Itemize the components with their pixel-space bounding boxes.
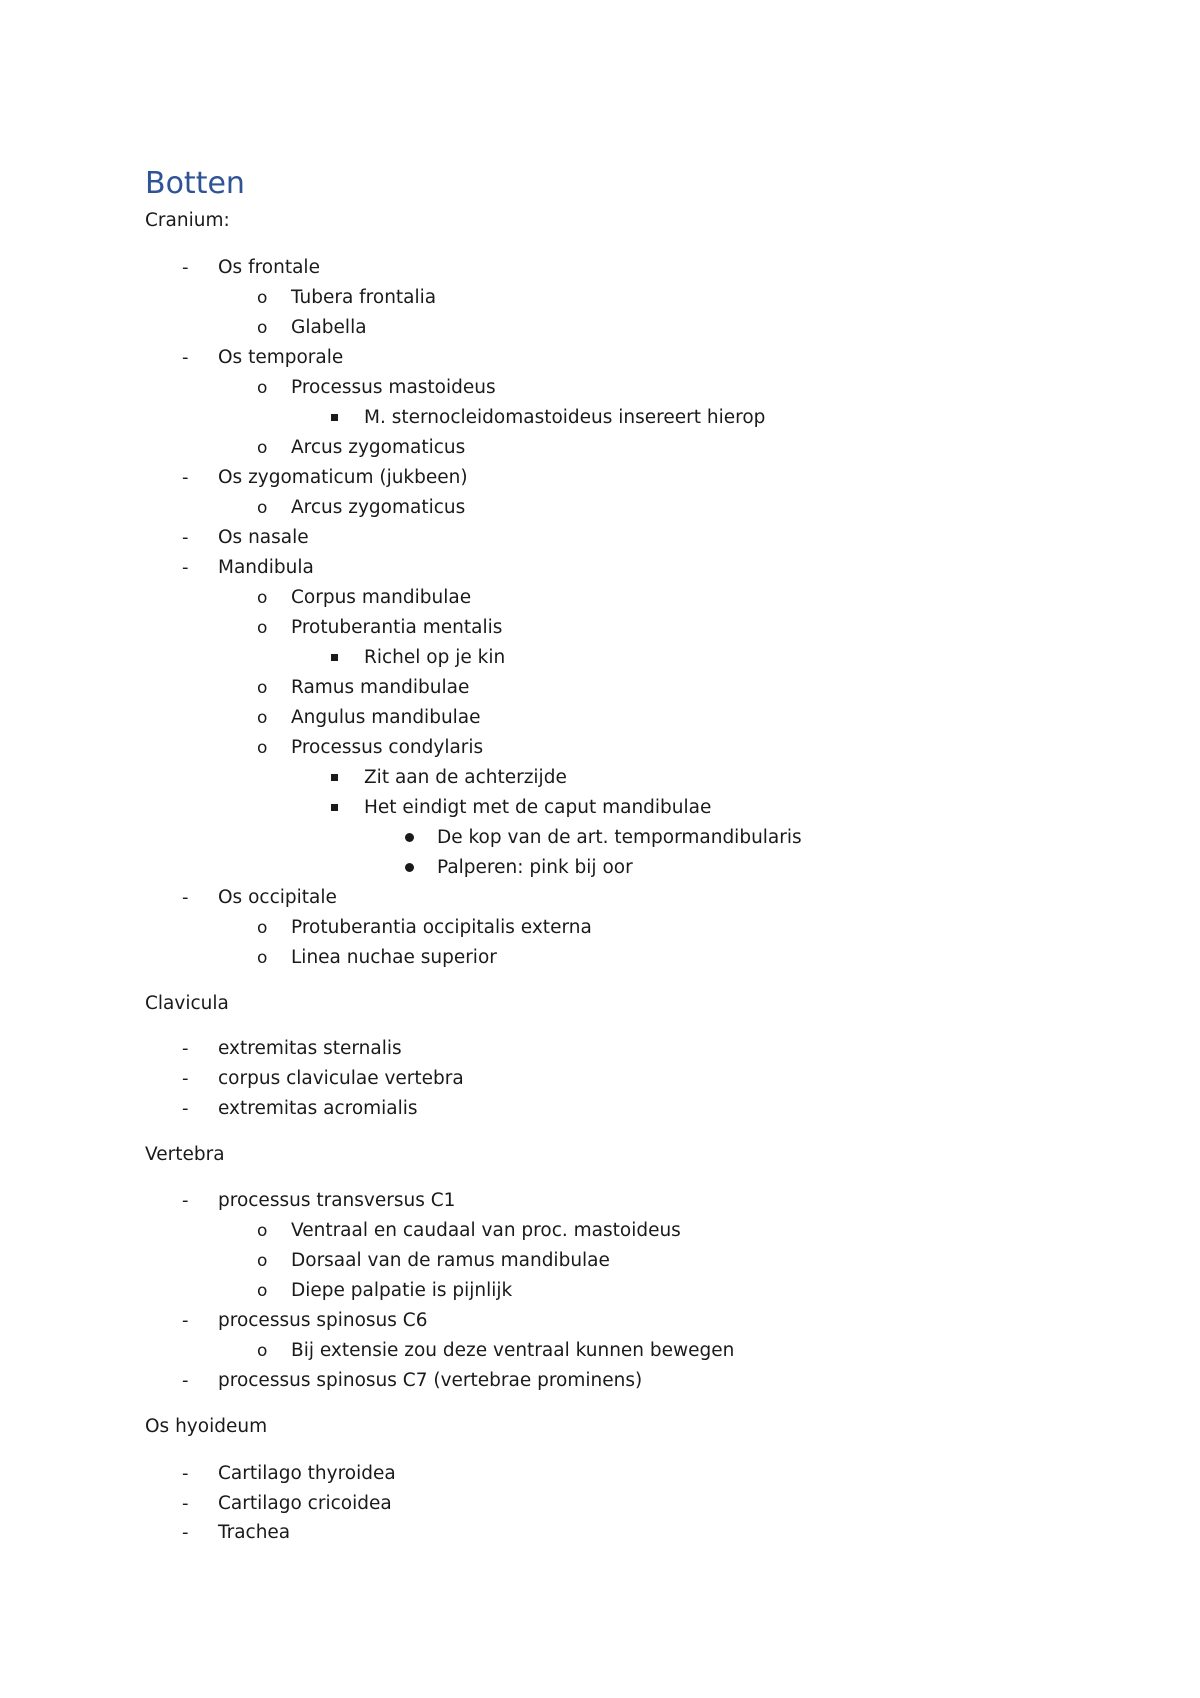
circle-bullet: o	[257, 618, 268, 638]
list-item: o Dorsaal van de ramus mandibulae	[291, 1246, 610, 1276]
dash-bullet: -	[182, 527, 189, 548]
list-item: - processus spinosus C7 (vertebrae prominens)	[218, 1366, 642, 1396]
circle-bullet: o	[257, 678, 268, 698]
list-item: - processus spinosus C6	[218, 1306, 427, 1336]
dash-bullet: -	[182, 1098, 189, 1119]
list-item: - Os zygomaticum (jukbeen)	[218, 463, 468, 493]
circle-bullet: o	[257, 708, 268, 728]
section-heading-vertebra: Vertebra	[145, 1144, 225, 1165]
list-item: o Processus mastoideus	[291, 373, 496, 403]
page-title: Botten	[145, 166, 245, 201]
list-item: o Linea nuchae superior	[291, 943, 497, 973]
dot-bullet-icon	[405, 833, 414, 842]
list-item: - Mandibula	[218, 553, 314, 583]
list-item: - corpus claviculae vertebra	[218, 1064, 464, 1094]
list-item: o Protuberantia mentalis	[291, 613, 502, 643]
list-item: o Arcus zygomaticus	[291, 493, 465, 523]
list-item: o Arcus zygomaticus	[291, 433, 465, 463]
list-item: o Corpus mandibulae	[291, 583, 471, 613]
list-item: o Processus condylaris	[291, 733, 483, 763]
list-item: o Diepe palpatie is pijnlijk	[291, 1276, 512, 1306]
list-item: Zit aan de achterzijde	[364, 763, 567, 793]
dash-bullet: -	[182, 1370, 189, 1391]
circle-bullet: o	[257, 288, 268, 308]
list-item: o Ventraal en caudaal van proc. mastoideus	[291, 1216, 681, 1246]
circle-bullet: o	[257, 438, 268, 458]
dot-bullet-icon	[405, 863, 414, 872]
list-item: - Cartilago cricoidea	[218, 1489, 392, 1519]
circle-bullet: o	[257, 1341, 268, 1361]
list-item: Palperen: pink bij oor	[437, 853, 633, 883]
list-item: - Os occipitale	[218, 883, 337, 913]
circle-bullet: o	[257, 378, 268, 398]
circle-bullet: o	[257, 1281, 268, 1301]
list-item: o Protuberantia occipitalis externa	[291, 913, 592, 943]
list-item: - Os nasale	[218, 523, 309, 553]
dash-bullet: -	[182, 467, 189, 488]
list-item: - extremitas sternalis	[218, 1034, 402, 1064]
list-item: - Cartilago thyroidea	[218, 1459, 396, 1489]
dash-bullet: -	[182, 887, 189, 908]
list-item: - Trachea	[218, 1518, 290, 1548]
circle-bullet: o	[257, 918, 268, 938]
dash-bullet: -	[182, 1190, 189, 1211]
circle-bullet: o	[257, 1221, 268, 1241]
circle-bullet: o	[257, 588, 268, 608]
square-bullet-icon	[331, 774, 338, 781]
square-bullet-icon	[331, 654, 338, 661]
list-item: o Bij extensie zou deze ventraal kunnen bewegen	[291, 1336, 734, 1366]
list-item: Het eindigt met de caput mandibulae	[364, 793, 711, 823]
square-bullet-icon	[331, 414, 338, 421]
square-bullet-icon	[331, 804, 338, 811]
section-heading-cranium: Cranium:	[145, 210, 230, 231]
dash-bullet: -	[182, 1310, 189, 1331]
dash-bullet: -	[182, 1522, 189, 1543]
list-item: - Os temporale	[218, 343, 343, 373]
list-item: - processus transversus C1	[218, 1186, 455, 1216]
list-item: De kop van de art. tempormandibularis	[437, 823, 802, 853]
circle-bullet: o	[257, 318, 268, 338]
dash-bullet: -	[182, 1493, 189, 1514]
list-item: o Glabella	[291, 313, 367, 343]
dash-bullet: -	[182, 347, 189, 368]
list-item: M. sternocleidomastoideus insereert hierop	[364, 403, 765, 433]
list-item: - Os frontale	[218, 253, 320, 283]
circle-bullet: o	[257, 738, 268, 758]
list-item: o Tubera frontalia	[291, 283, 436, 313]
list-item: Richel op je kin	[364, 643, 505, 673]
dash-bullet: -	[182, 1463, 189, 1484]
list-item: o Angulus mandibulae	[291, 703, 481, 733]
dash-bullet: -	[182, 257, 189, 278]
dash-bullet: -	[182, 1068, 189, 1089]
section-heading-clavicula: Clavicula	[145, 993, 229, 1014]
dash-bullet: -	[182, 1038, 189, 1059]
circle-bullet: o	[257, 498, 268, 518]
list-item: o Ramus mandibulae	[291, 673, 469, 703]
circle-bullet: o	[257, 1251, 268, 1271]
circle-bullet: o	[257, 948, 268, 968]
dash-bullet: -	[182, 557, 189, 578]
section-heading-os-hyoideum: Os hyoideum	[145, 1416, 268, 1437]
list-item: - extremitas acromialis	[218, 1094, 418, 1124]
